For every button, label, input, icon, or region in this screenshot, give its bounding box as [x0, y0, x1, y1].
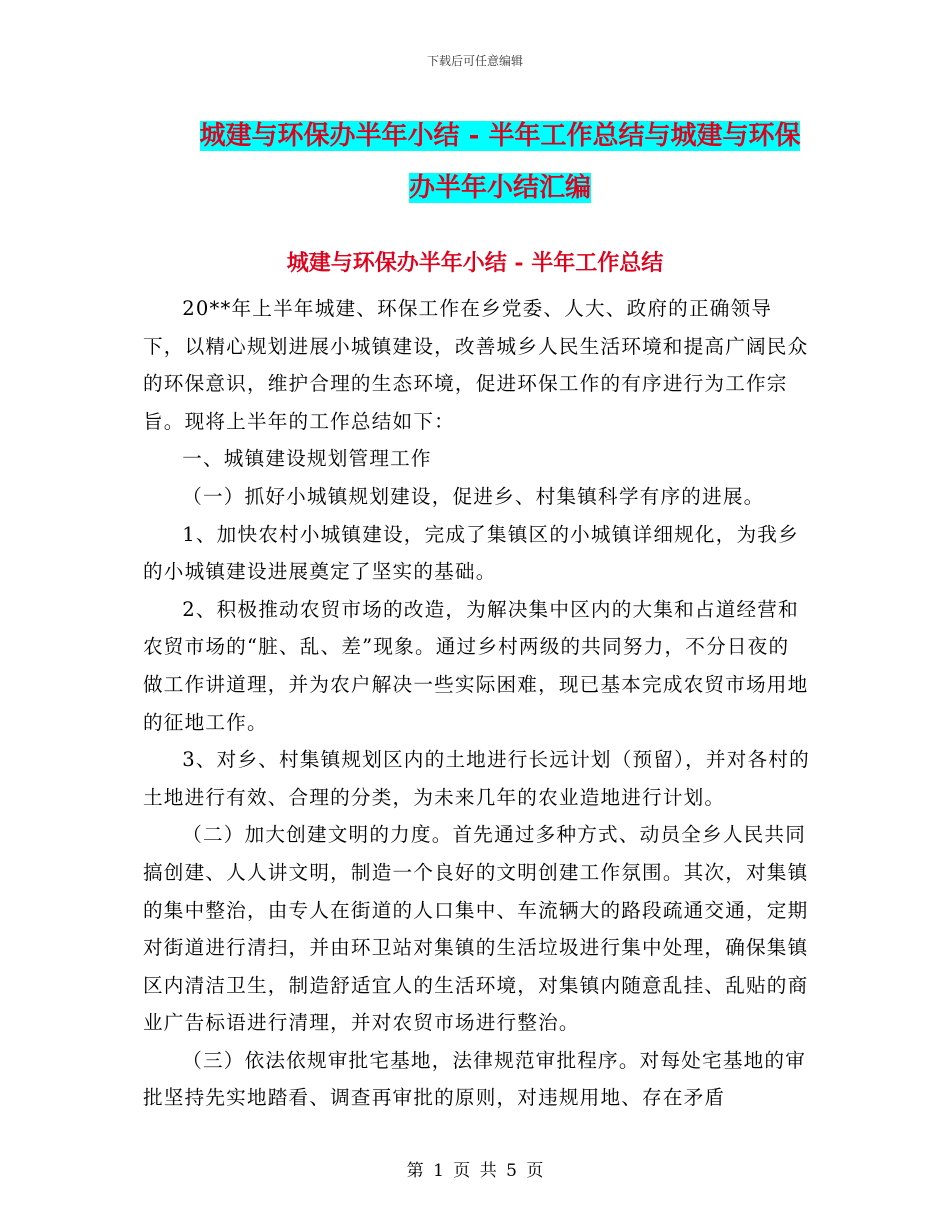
document-title-line1: 城建与环保办半年小结 - 半年工作总结与城建与环保	[199, 121, 801, 151]
body-text	[143, 290, 810, 1117]
paragraph-item-2: 2、积极推动农贸市场的改造，为解决集中区内的大集和占道经营和农贸市场的“脏、乱、差”现象。通过乡村两级的共同努力，不分日夜的做工作讲道理，并为农户解决一些实际困难，现已基本完成农贸市场用地的征地工作。	[143, 597, 809, 734]
subheading-1: （一）抓好小城镇规划建设，促进乡、村集镇科学有序的进展。	[182, 484, 765, 508]
header-note: 下载后可任意编辑	[426, 54, 523, 68]
paragraph-subsection-3: （三）依法依规审批宅基地，法律规范审批程序。对每处宅基地的审批坚持先实地踏看、调查再审批的原则，对违规用地、存在矛盾	[143, 1048, 806, 1110]
heading-1: 一、城镇建设规划管理工作	[182, 447, 432, 471]
section-title: 城建与环保办半年小结 - 半年工作总结	[286, 250, 664, 276]
page-footer: 第 1 页 共 5 页	[406, 1161, 544, 1181]
paragraph-intro: 20**年上半年城建、环保工作在乡党委、人大、政府的正确领导下，以精心规划进展小城镇建设，改善城乡人民生活环境和提高广阔民众的环保意识，维护合理的生态环境，促进环保工作的有序进行为工作宗旨。现将上半年的工作总结如下：	[143, 297, 809, 433]
paragraph-item-1: 1、加快农村小城镇建设，完成了集镇区的小城镇详细规化，为我乡的小城镇建设进展奠定了坚实的基础。	[143, 522, 799, 584]
document-title-line2: 办半年小结汇编	[408, 173, 591, 203]
document-title	[170, 110, 830, 214]
paragraph-subsection-2: （二）加大创建文明的力度。首先通过多种方式、动员全乡人民共同搞创建、人人讲文明，制造一个良好的文明创建工作氛围。其次，对集镇的集中整治，由专人在街道的人口集中、车流辆大的路段疏通交通，定期对街道进行清扫，并由环卫站对集镇的生活垃圾进行集中处理，确保集镇区内清洁卫生，制造舒适宜人的生活环境，对集镇内随意乱挂、乱贴的商业广告标语进行清理，并对农贸市场进行整治。	[143, 823, 809, 1035]
paragraph-item-3: 3、对乡、村集镇规划区内的土地进行长远计划（预留），并对各村的土地进行有效、合理的分类，为未来几年的农业造地进行计划。	[143, 748, 810, 809]
